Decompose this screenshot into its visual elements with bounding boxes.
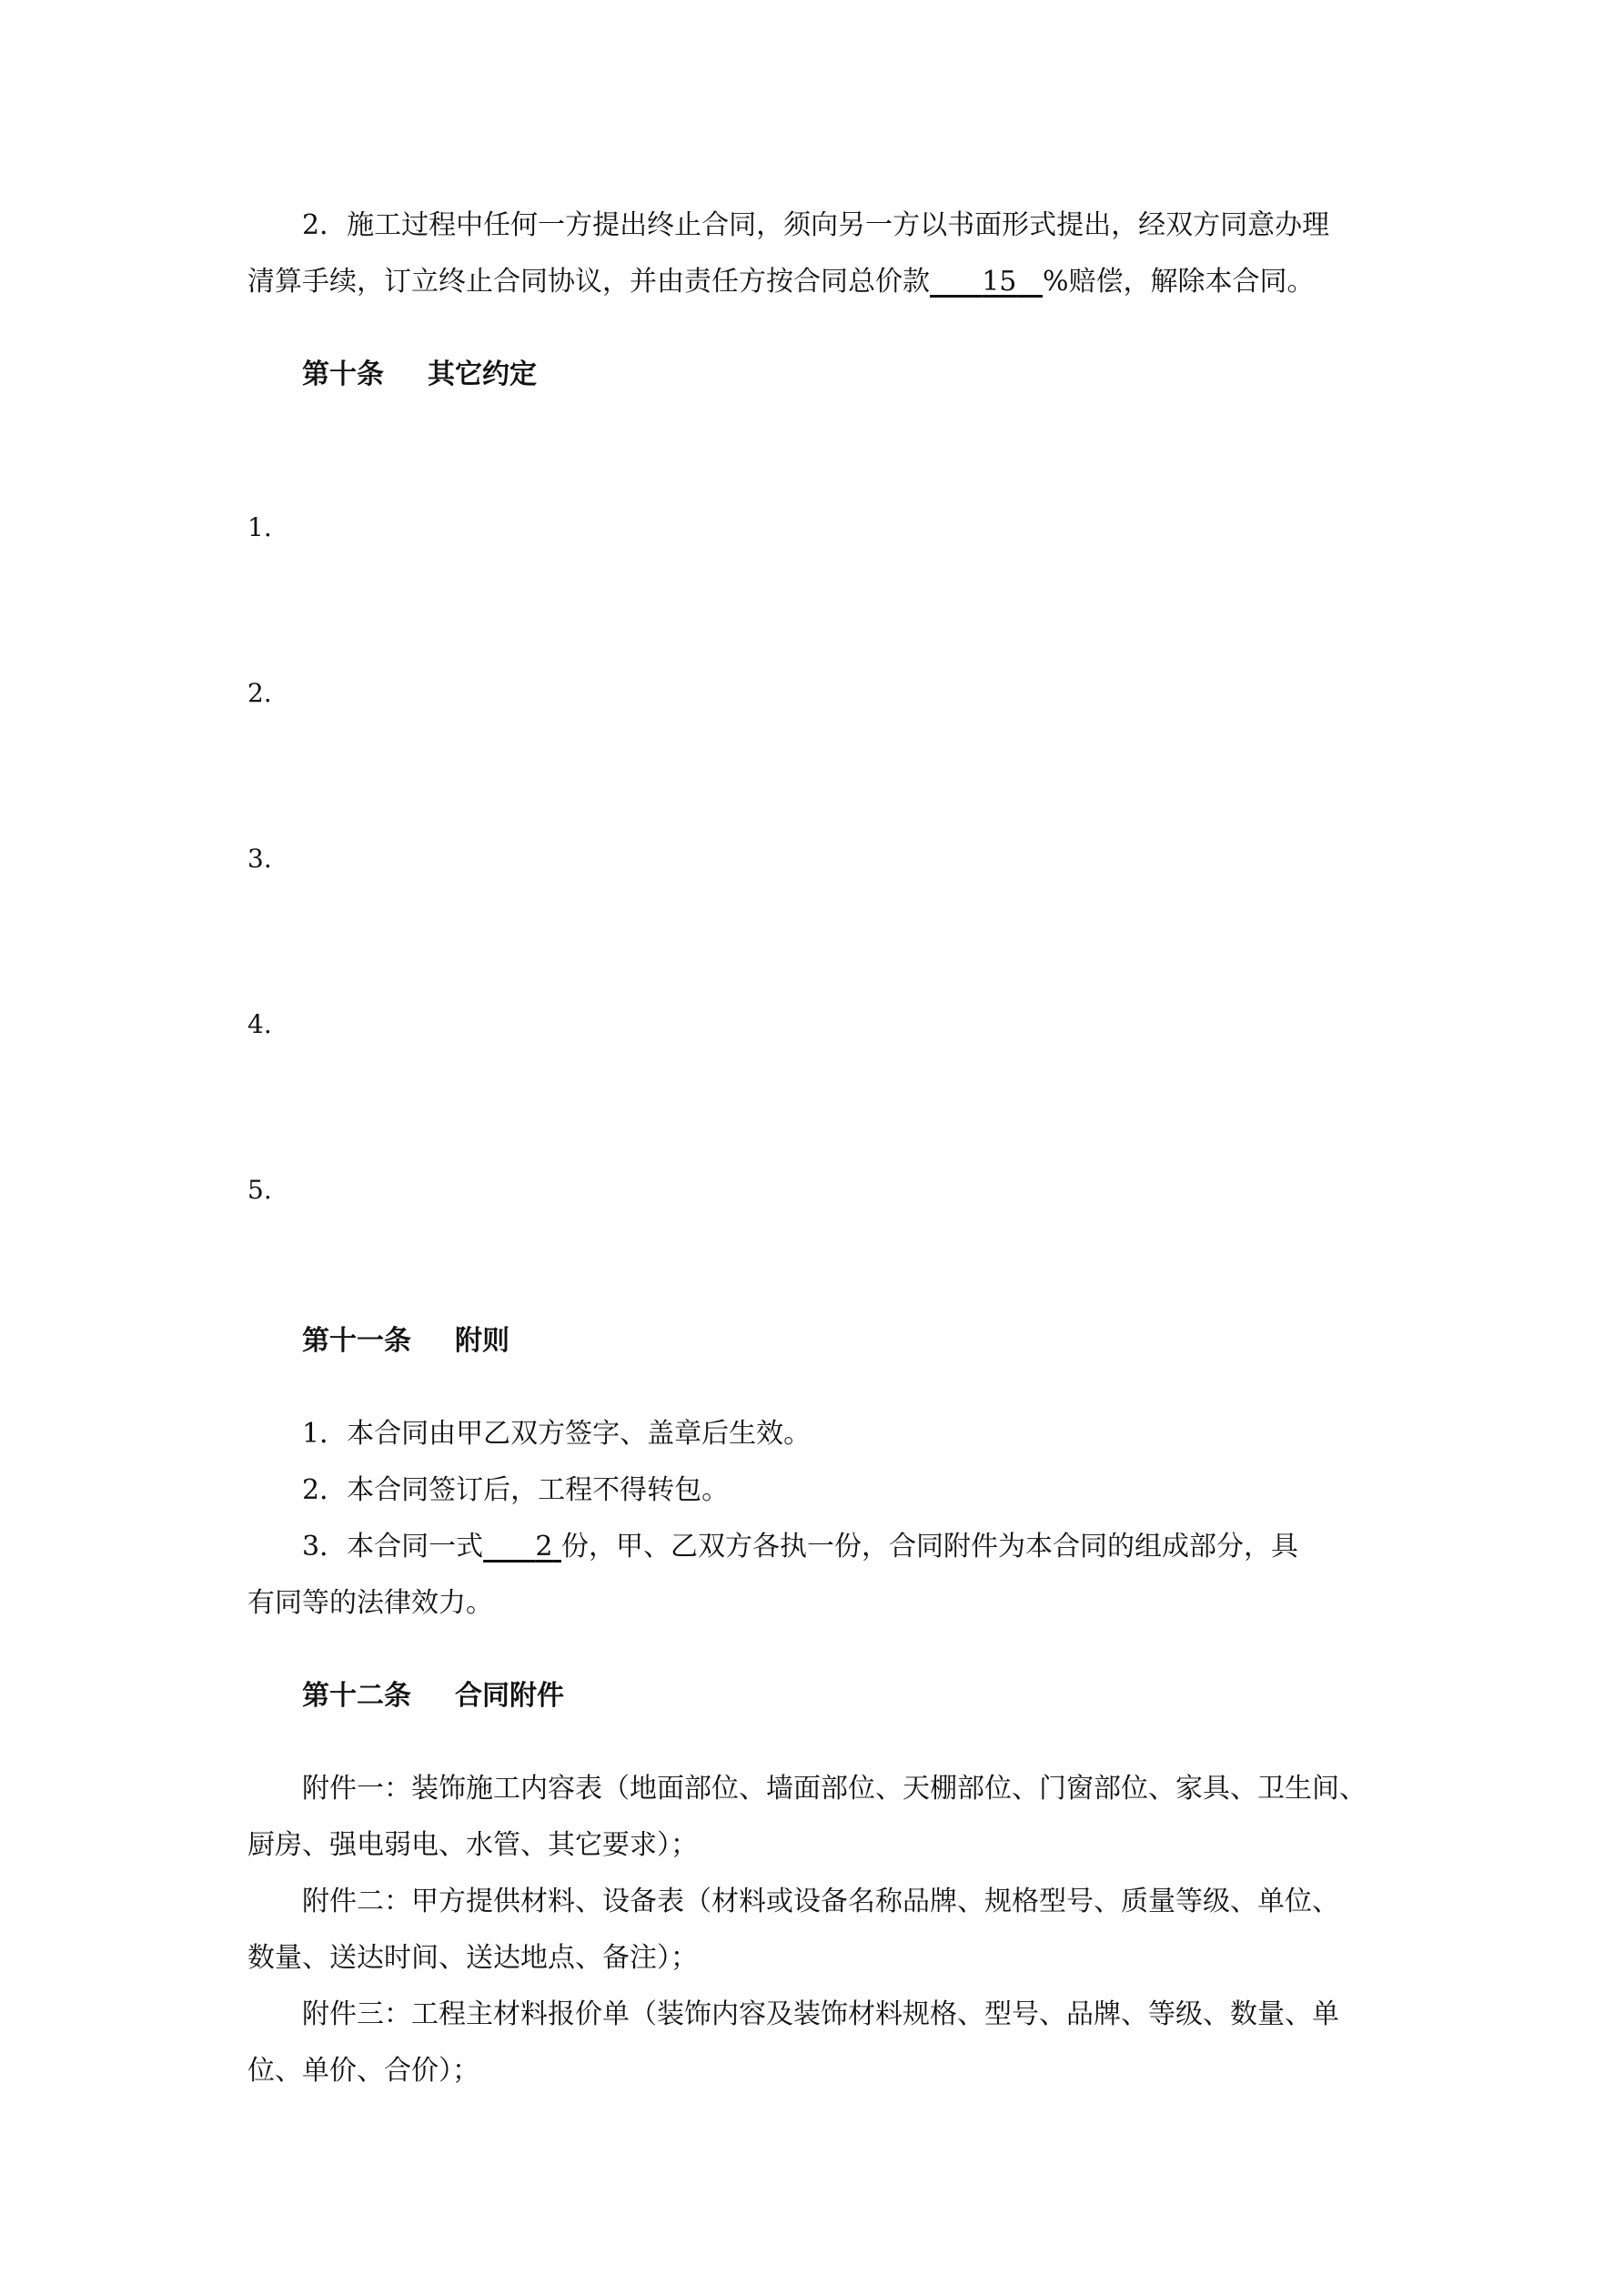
attachment3-line1: 附件三：工程主材料报价单（装饰内容及装饰材料规格、型号、品牌、等级、数量、单: [302, 1998, 1339, 2030]
clause12-heading: [302, 1678, 564, 1714]
clause11-item3-text-post: 份，甲、乙双方各执一份，合同附件为本合同的组成部分，具: [560, 1531, 1298, 1563]
copies-field: [483, 1529, 561, 1565]
clause11-title: 附则: [455, 1325, 509, 1357]
attachment2-line2: 数量、送达时间、送达地点、备注）；: [247, 1942, 698, 1974]
attachment2-line1: 附件二：甲方提供材料、设备表（材料或设备名称品牌、规格型号、质量等级、单位、: [302, 1886, 1339, 1917]
clause10-number: 第十条: [302, 359, 384, 390]
clause9-item2-text-post: %赔偿，解除本合同。: [1043, 266, 1315, 298]
clause9-item2-line1: 2．施工过程中任何一方提出终止合同，须向另一方以书面形式提出，经双方同意办理: [302, 209, 1330, 241]
clause10-title: 其它约定: [428, 359, 537, 390]
clause9-item2-line2: [247, 264, 1315, 300]
clause11-item2: 2．本合同签订后，工程不得转包。: [302, 1474, 730, 1506]
clause11-heading: [302, 1323, 509, 1360]
penalty-rate-field: [930, 264, 1043, 300]
clause12-title: 合同附件: [455, 1680, 564, 1712]
attachment3-line2: 位、单价、合价）；: [247, 2055, 479, 2087]
clause11-item3-text-pre: 3．本合同一式: [302, 1531, 484, 1563]
clause11-number: 第十一条: [302, 1325, 411, 1357]
clause10-item-2: 2.: [247, 678, 272, 708]
copies-value: 2: [535, 1531, 553, 1563]
clause9-item2-text-pre: 清算手续，订立终止合同协议，并由责任方按合同总价款: [247, 266, 930, 298]
clause10-item-5: 5.: [247, 1175, 272, 1205]
clause12-number: 第十二条: [302, 1680, 411, 1712]
clause10-item-4: 4.: [247, 1009, 272, 1039]
clause11-item3-line1: [302, 1529, 1298, 1565]
penalty-rate-value: 15: [982, 266, 1017, 298]
clause10-heading: [302, 357, 537, 393]
clause11-item1: 1．本合同由甲乙双方签字、盖章后生效。: [302, 1418, 812, 1450]
clause11-item3-line2: 有同等的法律效力。: [247, 1587, 493, 1619]
attachment1-line2: 厨房、强电弱电、水管、其它要求）；: [247, 1829, 698, 1861]
clause10-item-1: 1.: [247, 512, 272, 542]
attachment1-line1: 附件一：装饰施工内容表（地面部位、墙面部位、天棚部位、门窗部位、家具、卫生间、: [302, 1773, 1367, 1805]
clause10-item-3: 3.: [247, 844, 272, 874]
